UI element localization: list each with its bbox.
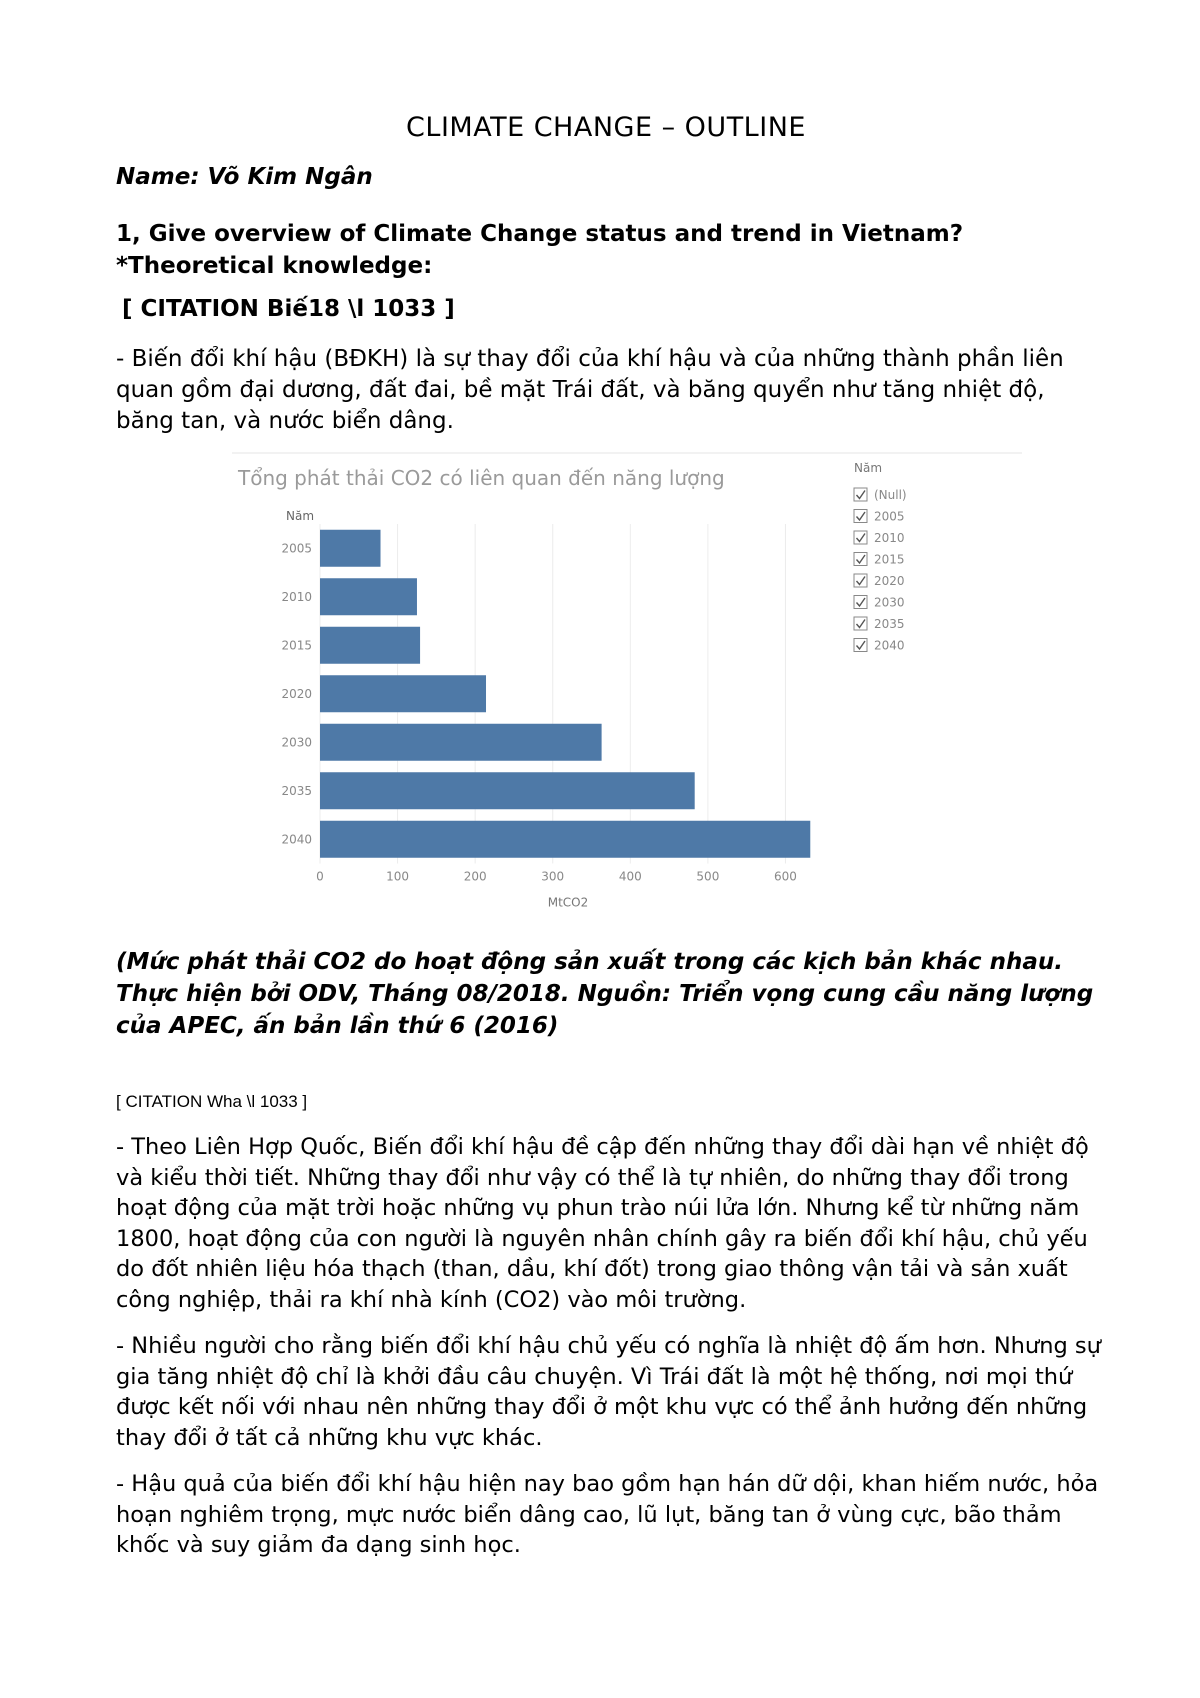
bar	[320, 675, 486, 712]
category-label: 2030	[281, 735, 312, 750]
citation-field-2: [ CITATION Wha \l 1033 ]	[116, 1092, 308, 1111]
legend-item-label: 2005	[874, 509, 905, 524]
category-label: 2020	[281, 686, 312, 701]
sub-heading: *Theoretical knowledge:	[116, 253, 433, 279]
category-label: 2015	[281, 638, 312, 653]
legend-item-label: 2020	[874, 574, 905, 588]
question-block	[116, 218, 963, 282]
legend-checkbox	[854, 639, 867, 652]
category-axis-label: Năm	[286, 509, 315, 523]
legend-checkbox	[854, 596, 867, 609]
legend-item-label: 2040	[874, 638, 905, 653]
legend-checkbox	[854, 617, 867, 630]
x-tick-label: 200	[463, 869, 487, 884]
category-label: 2040	[281, 832, 312, 847]
paragraph: - Hậu quả của biến đổi khí hậu hiện nay bao gồm hạn hán dữ dội, khan hiếm nước, hỏa hoạn nghiêm trọng, mực nước biển dâng cao, lũ lụt, băng tan ở vùng cực, bão thảm khốc và suy giảm đa dạng sinh học.	[116, 1471, 1099, 1558]
x-tick-label: 400	[618, 869, 642, 884]
co2-emissions-chart	[232, 452, 1032, 932]
question-heading: 1, Give overview of Climate Change status and trend in Vietnam?	[116, 221, 964, 247]
bar	[320, 772, 695, 809]
category-label: 2005	[281, 541, 312, 556]
bar	[320, 724, 602, 761]
chart-caption: (Mức phát thải CO2 do hoạt động sản xuất trong các kịch bản khác nhau. Thực hiện bởi ODV, Tháng 08/2018. Nguồn: Triển vọng cung cầu năng lượng của APEC, ấn bản lần thứ 6 (2016)	[116, 949, 1094, 1039]
bar	[320, 578, 417, 615]
author-name: Name: Võ Kim Ngân	[116, 164, 373, 190]
x-tick-label: 0	[316, 869, 324, 884]
bar	[320, 627, 420, 664]
legend-item-label: 2015	[874, 552, 905, 567]
x-tick-label: 500	[696, 869, 720, 884]
legend-checkbox	[854, 488, 867, 501]
x-axis-label: MtCO2	[547, 895, 589, 910]
legend-item-label: 2030	[874, 595, 905, 610]
legend-title: Năm	[854, 461, 883, 475]
paragraph: - Theo Liên Hợp Quốc, Biến đổi khí hậu đề cập đến những thay đổi dài hạn về nhiệt độ và kiểu thời tiết. Những thay đổi như vậy có thể là tự nhiên, do những thay đổi trong hoạt động của mặt trời hoặc những vụ phun trào núi lửa lớn. Nhưng kể từ những năm 1800, hoạt động của con người là nguyên nhân chính gây ra biến đổi khí hậu, chủ yếu do đốt nhiên liệu hóa thạch (than, dầu, khí đốt) trong giao thông vận tải và sản xuất công nghiệp, thải ra khí nhà kính (CO2) vào môi trường.	[116, 1134, 1089, 1313]
bar	[320, 530, 381, 567]
legend-checkbox	[854, 510, 867, 523]
x-tick-label: 600	[774, 869, 797, 884]
legend-checkbox	[854, 553, 867, 566]
document-title: CLIMATE CHANGE – OUTLINE	[406, 112, 806, 143]
chart-canvas	[232, 452, 1032, 932]
definition-paragraph: - Biến đổi khí hậu (BĐKH) là sự thay đổi của khí hậu và của những thành phần liên quan gồm đại dương, đất đai, bề mặt Trái đất, và băng quyển như tăng nhiệt độ, băng tan, và nước biển dâng.	[116, 346, 1064, 434]
citation-field: [ CITATION Biế18 \l 1033 ]	[122, 296, 455, 322]
legend-checkbox	[854, 531, 867, 544]
bar	[320, 821, 810, 858]
x-tick-label: 300	[541, 869, 565, 884]
legend-item-label: 2010	[874, 531, 905, 545]
x-tick-label: 100	[386, 869, 410, 884]
chart-title: Tổng phát thải CO2 có liên quan đến năng lượng	[238, 466, 725, 490]
body-paragraphs	[116, 1132, 1106, 1577]
paragraph: - Nhiều người cho rằng biến đổi khí hậu chủ yếu có nghĩa là nhiệt độ ấm hơn. Nhưng sự gia tăng nhiệt độ chỉ là khởi đầu câu chuyện. Vì Trái đất là một hệ thống, nơi mọi thứ được kết nối với nhau nên những thay đổi ở một khu vực có thể ảnh hưởng đến những thay đổi ở tất cả những khu vực khác.	[116, 1333, 1101, 1451]
legend-item-label: 2035	[874, 617, 905, 631]
category-label: 2035	[281, 783, 312, 798]
category-label: 2010	[281, 589, 312, 604]
legend-item-label: (Null)	[874, 488, 907, 502]
legend-checkbox	[854, 574, 867, 587]
